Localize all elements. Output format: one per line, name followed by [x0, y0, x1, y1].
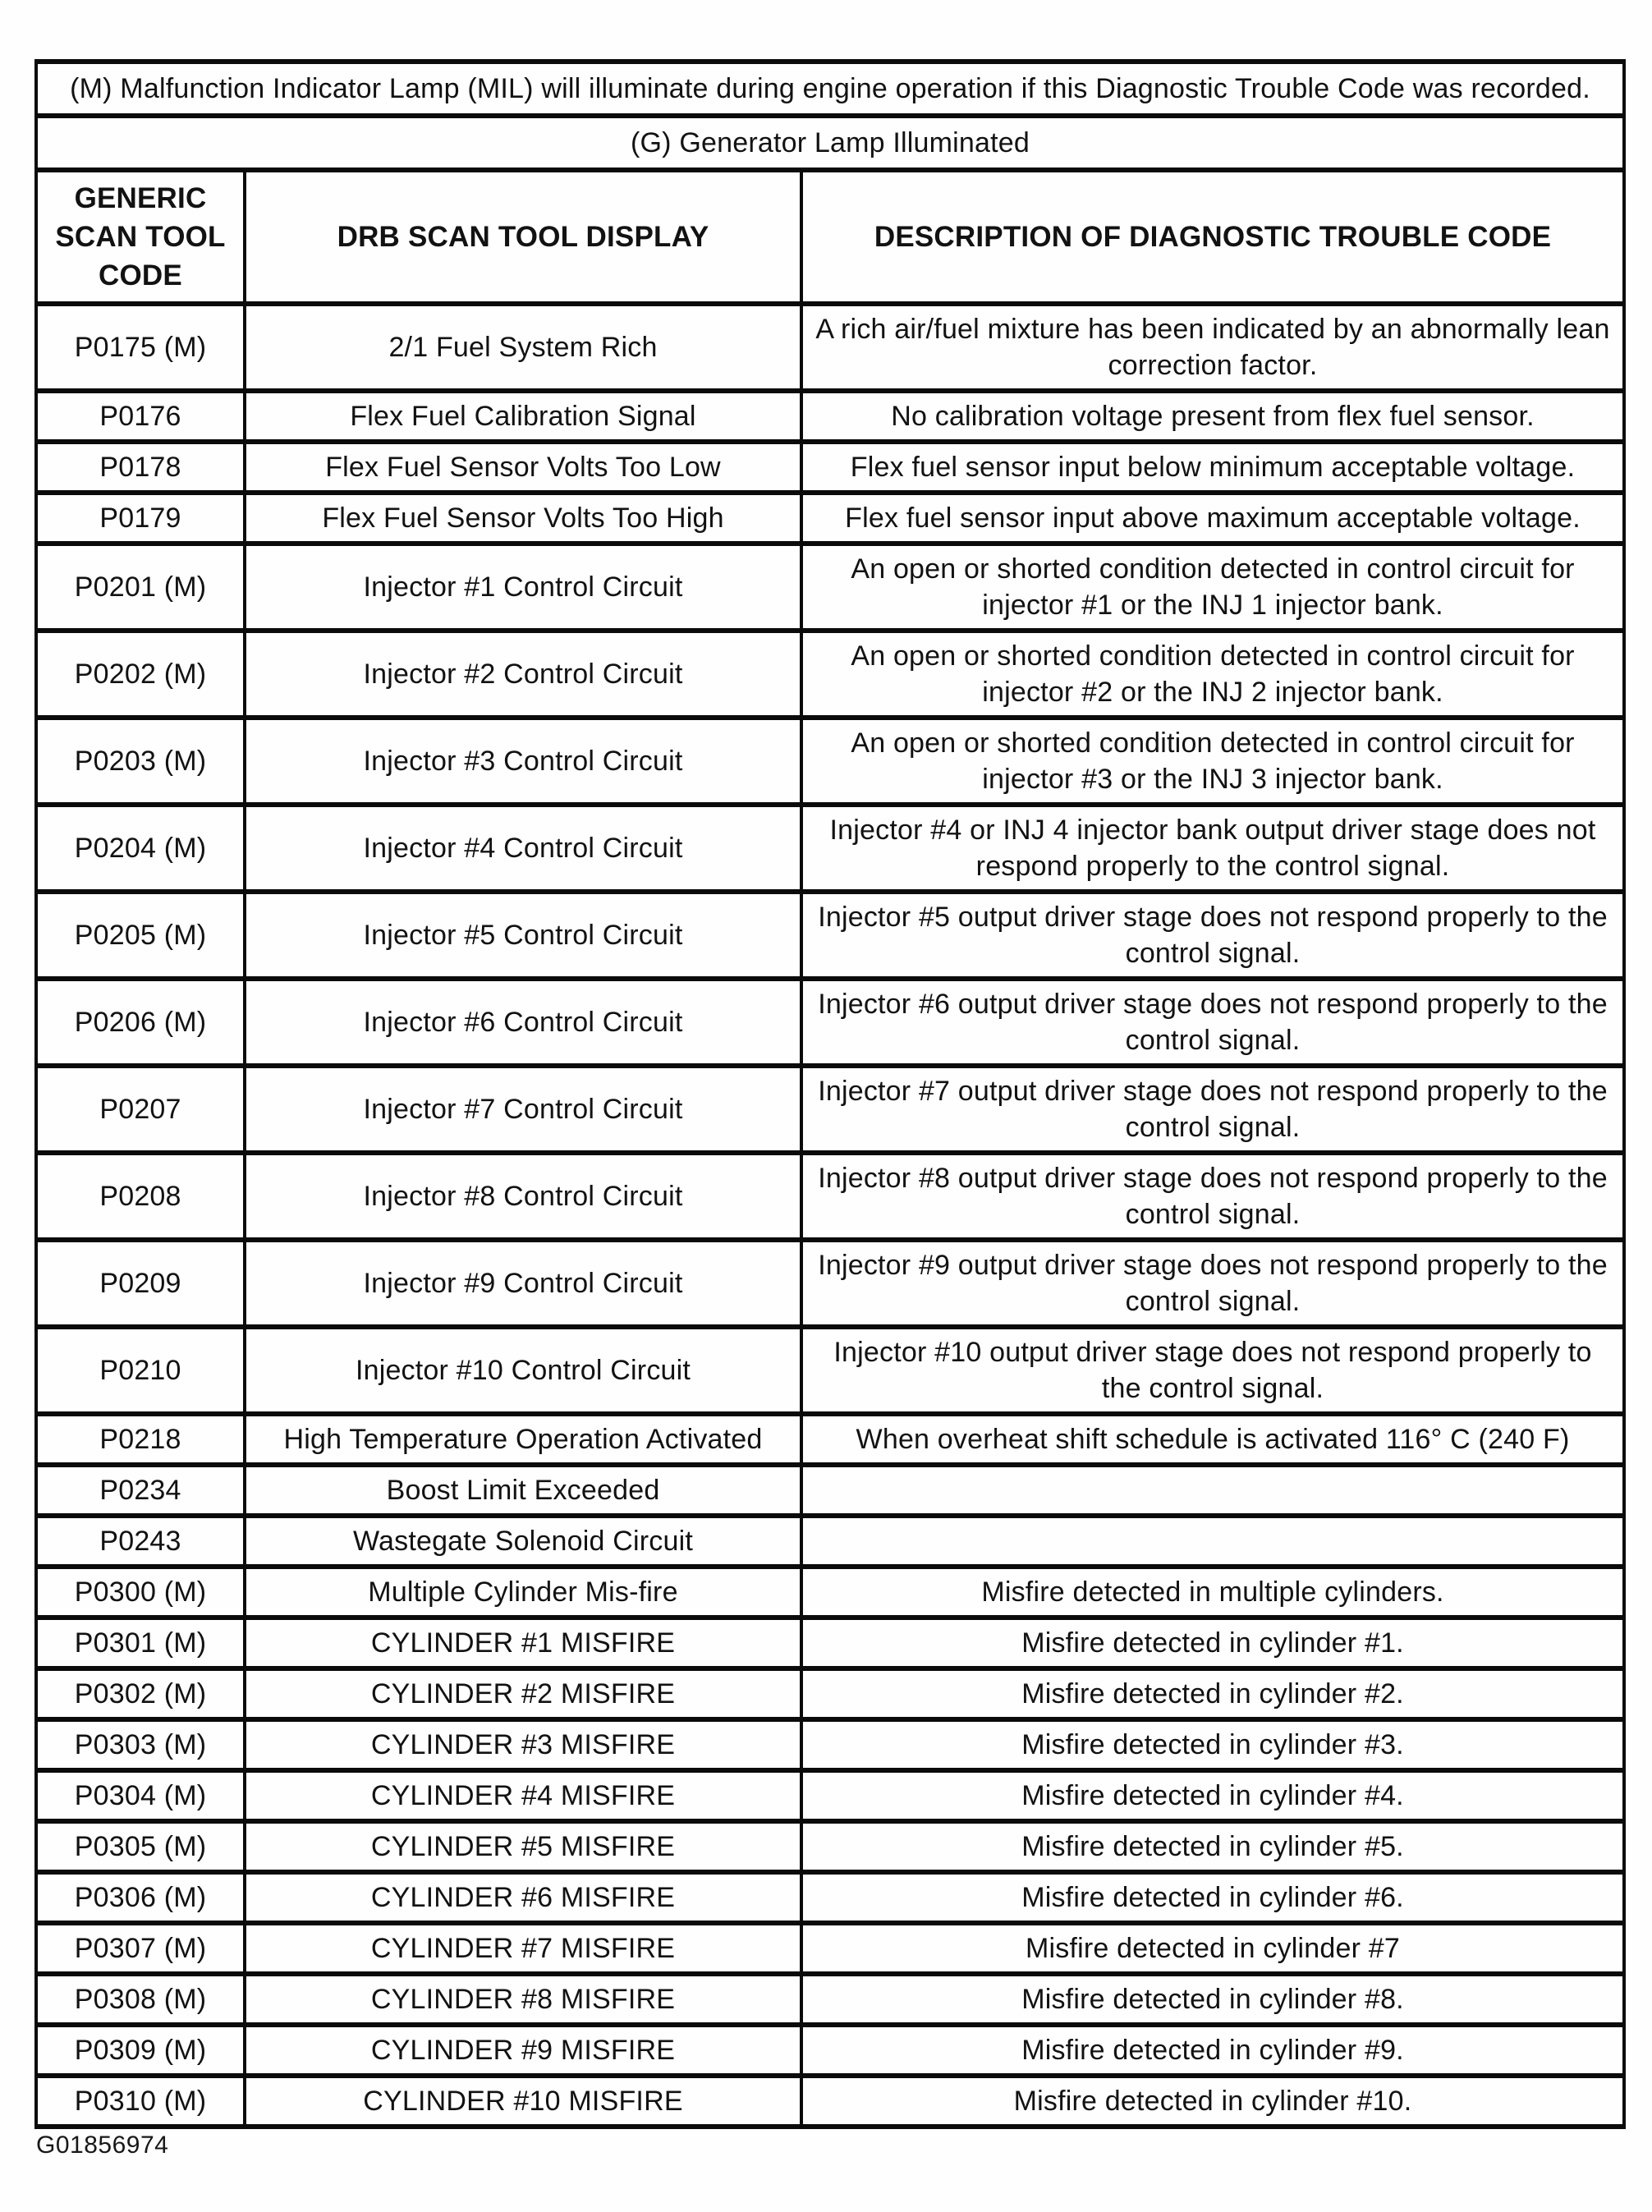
drb-display-cell: Injector #2 Control Circuit	[245, 631, 801, 718]
drb-display-cell: CYLINDER #2 MISFIRE	[245, 1668, 801, 1719]
description-cell: Flex fuel sensor input above maximum acceptable voltage.	[801, 493, 1624, 544]
dtc-table-row	[36, 631, 1624, 718]
description-cell: Misfire detected in multiple cylinders.	[801, 1567, 1624, 1618]
description-cell: Injector #8 output driver stage does not respond properly to the control signal.	[801, 1153, 1624, 1240]
drb-display-cell: Injector #5 Control Circuit	[245, 892, 801, 979]
description-cell: Misfire detected in cylinder #8.	[801, 1974, 1624, 2025]
generic-code-cell: P0300 (M)	[36, 1567, 245, 1618]
generic-code-cell: P0201 (M)	[36, 544, 245, 631]
generic-code-cell: P0307 (M)	[36, 1923, 245, 1974]
description-cell: Injector #9 output driver stage does not respond properly to the control signal.	[801, 1240, 1624, 1327]
dtc-table-row	[36, 1567, 1624, 1618]
note-generator-row	[36, 116, 1624, 170]
generic-code-cell: P0208	[36, 1153, 245, 1240]
drb-display-cell: Injector #3 Control Circuit	[245, 718, 801, 805]
dtc-table-row	[36, 892, 1624, 979]
generic-code-cell: P0308 (M)	[36, 1974, 245, 2025]
dtc-table-row	[36, 979, 1624, 1066]
dtc-table-row	[36, 493, 1624, 544]
dtc-table-row	[36, 1240, 1624, 1327]
description-cell: Misfire detected in cylinder #9.	[801, 2025, 1624, 2076]
generic-code-cell: P0309 (M)	[36, 2025, 245, 2076]
dtc-table-body	[36, 304, 1624, 2127]
description-cell: Misfire detected in cylinder #3.	[801, 1719, 1624, 1770]
drb-display-cell: Injector #4 Control Circuit	[245, 805, 801, 892]
generic-code-cell: P0234	[36, 1465, 245, 1516]
generic-code-cell: P0243	[36, 1516, 245, 1567]
generic-code-cell: P0305 (M)	[36, 1821, 245, 1872]
drb-display-cell: Injector #6 Control Circuit	[245, 979, 801, 1066]
description-cell: Misfire detected in cylinder #4.	[801, 1770, 1624, 1821]
drb-display-cell: Boost Limit Exceeded	[245, 1465, 801, 1516]
dtc-table-row	[36, 2025, 1624, 2076]
dtc-table-row	[36, 2076, 1624, 2127]
generic-code-cell: P0303 (M)	[36, 1719, 245, 1770]
dtc-table-row	[36, 1974, 1624, 2025]
dtc-table-row	[36, 1327, 1624, 1414]
drb-display-cell: Injector #9 Control Circuit	[245, 1240, 801, 1327]
drb-display-cell: High Temperature Operation Activated	[245, 1414, 801, 1465]
dtc-table-row	[36, 1872, 1624, 1923]
description-cell	[801, 1516, 1624, 1567]
description-cell: A rich air/fuel mixture has been indicated by an abnormally lean correction factor.	[801, 304, 1624, 391]
drb-display-cell: Flex Fuel Sensor Volts Too High	[245, 493, 801, 544]
generic-code-cell: P0218	[36, 1414, 245, 1465]
drb-display-cell: CYLINDER #5 MISFIRE	[245, 1821, 801, 1872]
generic-code-cell: P0304 (M)	[36, 1770, 245, 1821]
generic-code-cell: P0302 (M)	[36, 1668, 245, 1719]
drb-display-cell: Injector #8 Control Circuit	[245, 1153, 801, 1240]
generic-code-cell: P0205 (M)	[36, 892, 245, 979]
generic-code-cell: P0306 (M)	[36, 1872, 245, 1923]
column-header-drb-scan-tool-display: DRB SCAN TOOL DISPLAY	[245, 170, 801, 304]
generic-code-cell: P0176	[36, 391, 245, 442]
description-cell: Misfire detected in cylinder #7	[801, 1923, 1624, 1974]
dtc-table-row	[36, 1465, 1624, 1516]
generic-code-cell: P0175 (M)	[36, 304, 245, 391]
drb-display-cell: Flex Fuel Calibration Signal	[245, 391, 801, 442]
dtc-table-row	[36, 1923, 1624, 1974]
dtc-table-row	[36, 1516, 1624, 1567]
generic-code-cell: P0209	[36, 1240, 245, 1327]
generic-code-cell: P0310 (M)	[36, 2076, 245, 2127]
description-cell: No calibration voltage present from flex fuel sensor.	[801, 391, 1624, 442]
generic-code-cell: P0178	[36, 442, 245, 493]
dtc-table-row	[36, 304, 1624, 391]
dtc-table-row	[36, 1066, 1624, 1153]
generic-code-cell: P0202 (M)	[36, 631, 245, 718]
description-cell	[801, 1465, 1624, 1516]
dtc-table-row	[36, 1153, 1624, 1240]
description-cell: Injector #5 output driver stage does not respond properly to the control signal.	[801, 892, 1624, 979]
column-header-description: DESCRIPTION OF DIAGNOSTIC TROUBLE CODE	[801, 170, 1624, 304]
description-cell: Injector #4 or INJ 4 injector bank output driver stage does not respond properly to the control signal.	[801, 805, 1624, 892]
dtc-table-row	[36, 1414, 1624, 1465]
drb-display-cell: Wastegate Solenoid Circuit	[245, 1516, 801, 1567]
dtc-table-row	[36, 1770, 1624, 1821]
dtc-table	[34, 59, 1626, 2129]
drb-display-cell: CYLINDER #1 MISFIRE	[245, 1618, 801, 1668]
description-cell: Misfire detected in cylinder #6.	[801, 1872, 1624, 1923]
description-cell: When overheat shift schedule is activated 116° C (240 F)	[801, 1414, 1624, 1465]
description-cell: Misfire detected in cylinder #2.	[801, 1668, 1624, 1719]
generic-code-cell: P0206 (M)	[36, 979, 245, 1066]
dtc-table-row	[36, 1618, 1624, 1668]
column-header-row	[36, 170, 1624, 304]
figure-id-label: G01856974	[36, 2132, 169, 2159]
note-generator-text: (G) Generator Lamp Illuminated	[36, 116, 1624, 170]
description-cell: Injector #6 output driver stage does not respond properly to the control signal.	[801, 979, 1624, 1066]
generic-code-cell: P0179	[36, 493, 245, 544]
description-cell: An open or shorted condition detected in control circuit for injector #1 or the INJ 1 injector bank.	[801, 544, 1624, 631]
dtc-table-row	[36, 391, 1624, 442]
dtc-table-row	[36, 718, 1624, 805]
generic-code-cell: P0204 (M)	[36, 805, 245, 892]
dtc-table-row	[36, 1719, 1624, 1770]
dtc-table-row	[36, 1668, 1624, 1719]
drb-display-cell: Injector #10 Control Circuit	[245, 1327, 801, 1414]
description-cell: An open or shorted condition detected in control circuit for injector #3 or the INJ 3 injector bank.	[801, 718, 1624, 805]
drb-display-cell: CYLINDER #4 MISFIRE	[245, 1770, 801, 1821]
generic-code-cell: P0207	[36, 1066, 245, 1153]
drb-display-cell: CYLINDER #8 MISFIRE	[245, 1974, 801, 2025]
column-header-generic-scan-tool-code: GENERIC SCAN TOOL CODE	[36, 170, 245, 304]
description-cell: Injector #7 output driver stage does not respond properly to the control signal.	[801, 1066, 1624, 1153]
drb-display-cell: CYLINDER #6 MISFIRE	[245, 1872, 801, 1923]
generic-code-cell: P0210	[36, 1327, 245, 1414]
drb-display-cell: CYLINDER #3 MISFIRE	[245, 1719, 801, 1770]
generic-code-cell: P0203 (M)	[36, 718, 245, 805]
drb-display-cell: 2/1 Fuel System Rich	[245, 304, 801, 391]
note-mil-row	[36, 62, 1624, 116]
note-mil-text: (M) Malfunction Indicator Lamp (MIL) will illuminate during engine operation if this Diagnostic Trouble Code was recorded.	[36, 62, 1624, 116]
drb-display-cell: CYLINDER #9 MISFIRE	[245, 2025, 801, 2076]
dtc-table-row	[36, 1821, 1624, 1872]
drb-display-cell: CYLINDER #7 MISFIRE	[245, 1923, 801, 1974]
generic-code-cell: P0301 (M)	[36, 1618, 245, 1668]
description-cell: Injector #10 output driver stage does not respond properly to the control signal.	[801, 1327, 1624, 1414]
drb-display-cell: Multiple Cylinder Mis-fire	[245, 1567, 801, 1618]
description-cell: Misfire detected in cylinder #5.	[801, 1821, 1624, 1872]
description-cell: Misfire detected in cylinder #10.	[801, 2076, 1624, 2127]
description-cell: Flex fuel sensor input below minimum acceptable voltage.	[801, 442, 1624, 493]
drb-display-cell: Flex Fuel Sensor Volts Too Low	[245, 442, 801, 493]
drb-display-cell: CYLINDER #10 MISFIRE	[245, 2076, 801, 2127]
dtc-table-row	[36, 442, 1624, 493]
description-cell: Misfire detected in cylinder #1.	[801, 1618, 1624, 1668]
dtc-table-row	[36, 805, 1624, 892]
drb-display-cell: Injector #1 Control Circuit	[245, 544, 801, 631]
description-cell: An open or shorted condition detected in control circuit for injector #2 or the INJ 2 injector bank.	[801, 631, 1624, 718]
dtc-table-row	[36, 544, 1624, 631]
drb-display-cell: Injector #7 Control Circuit	[245, 1066, 801, 1153]
